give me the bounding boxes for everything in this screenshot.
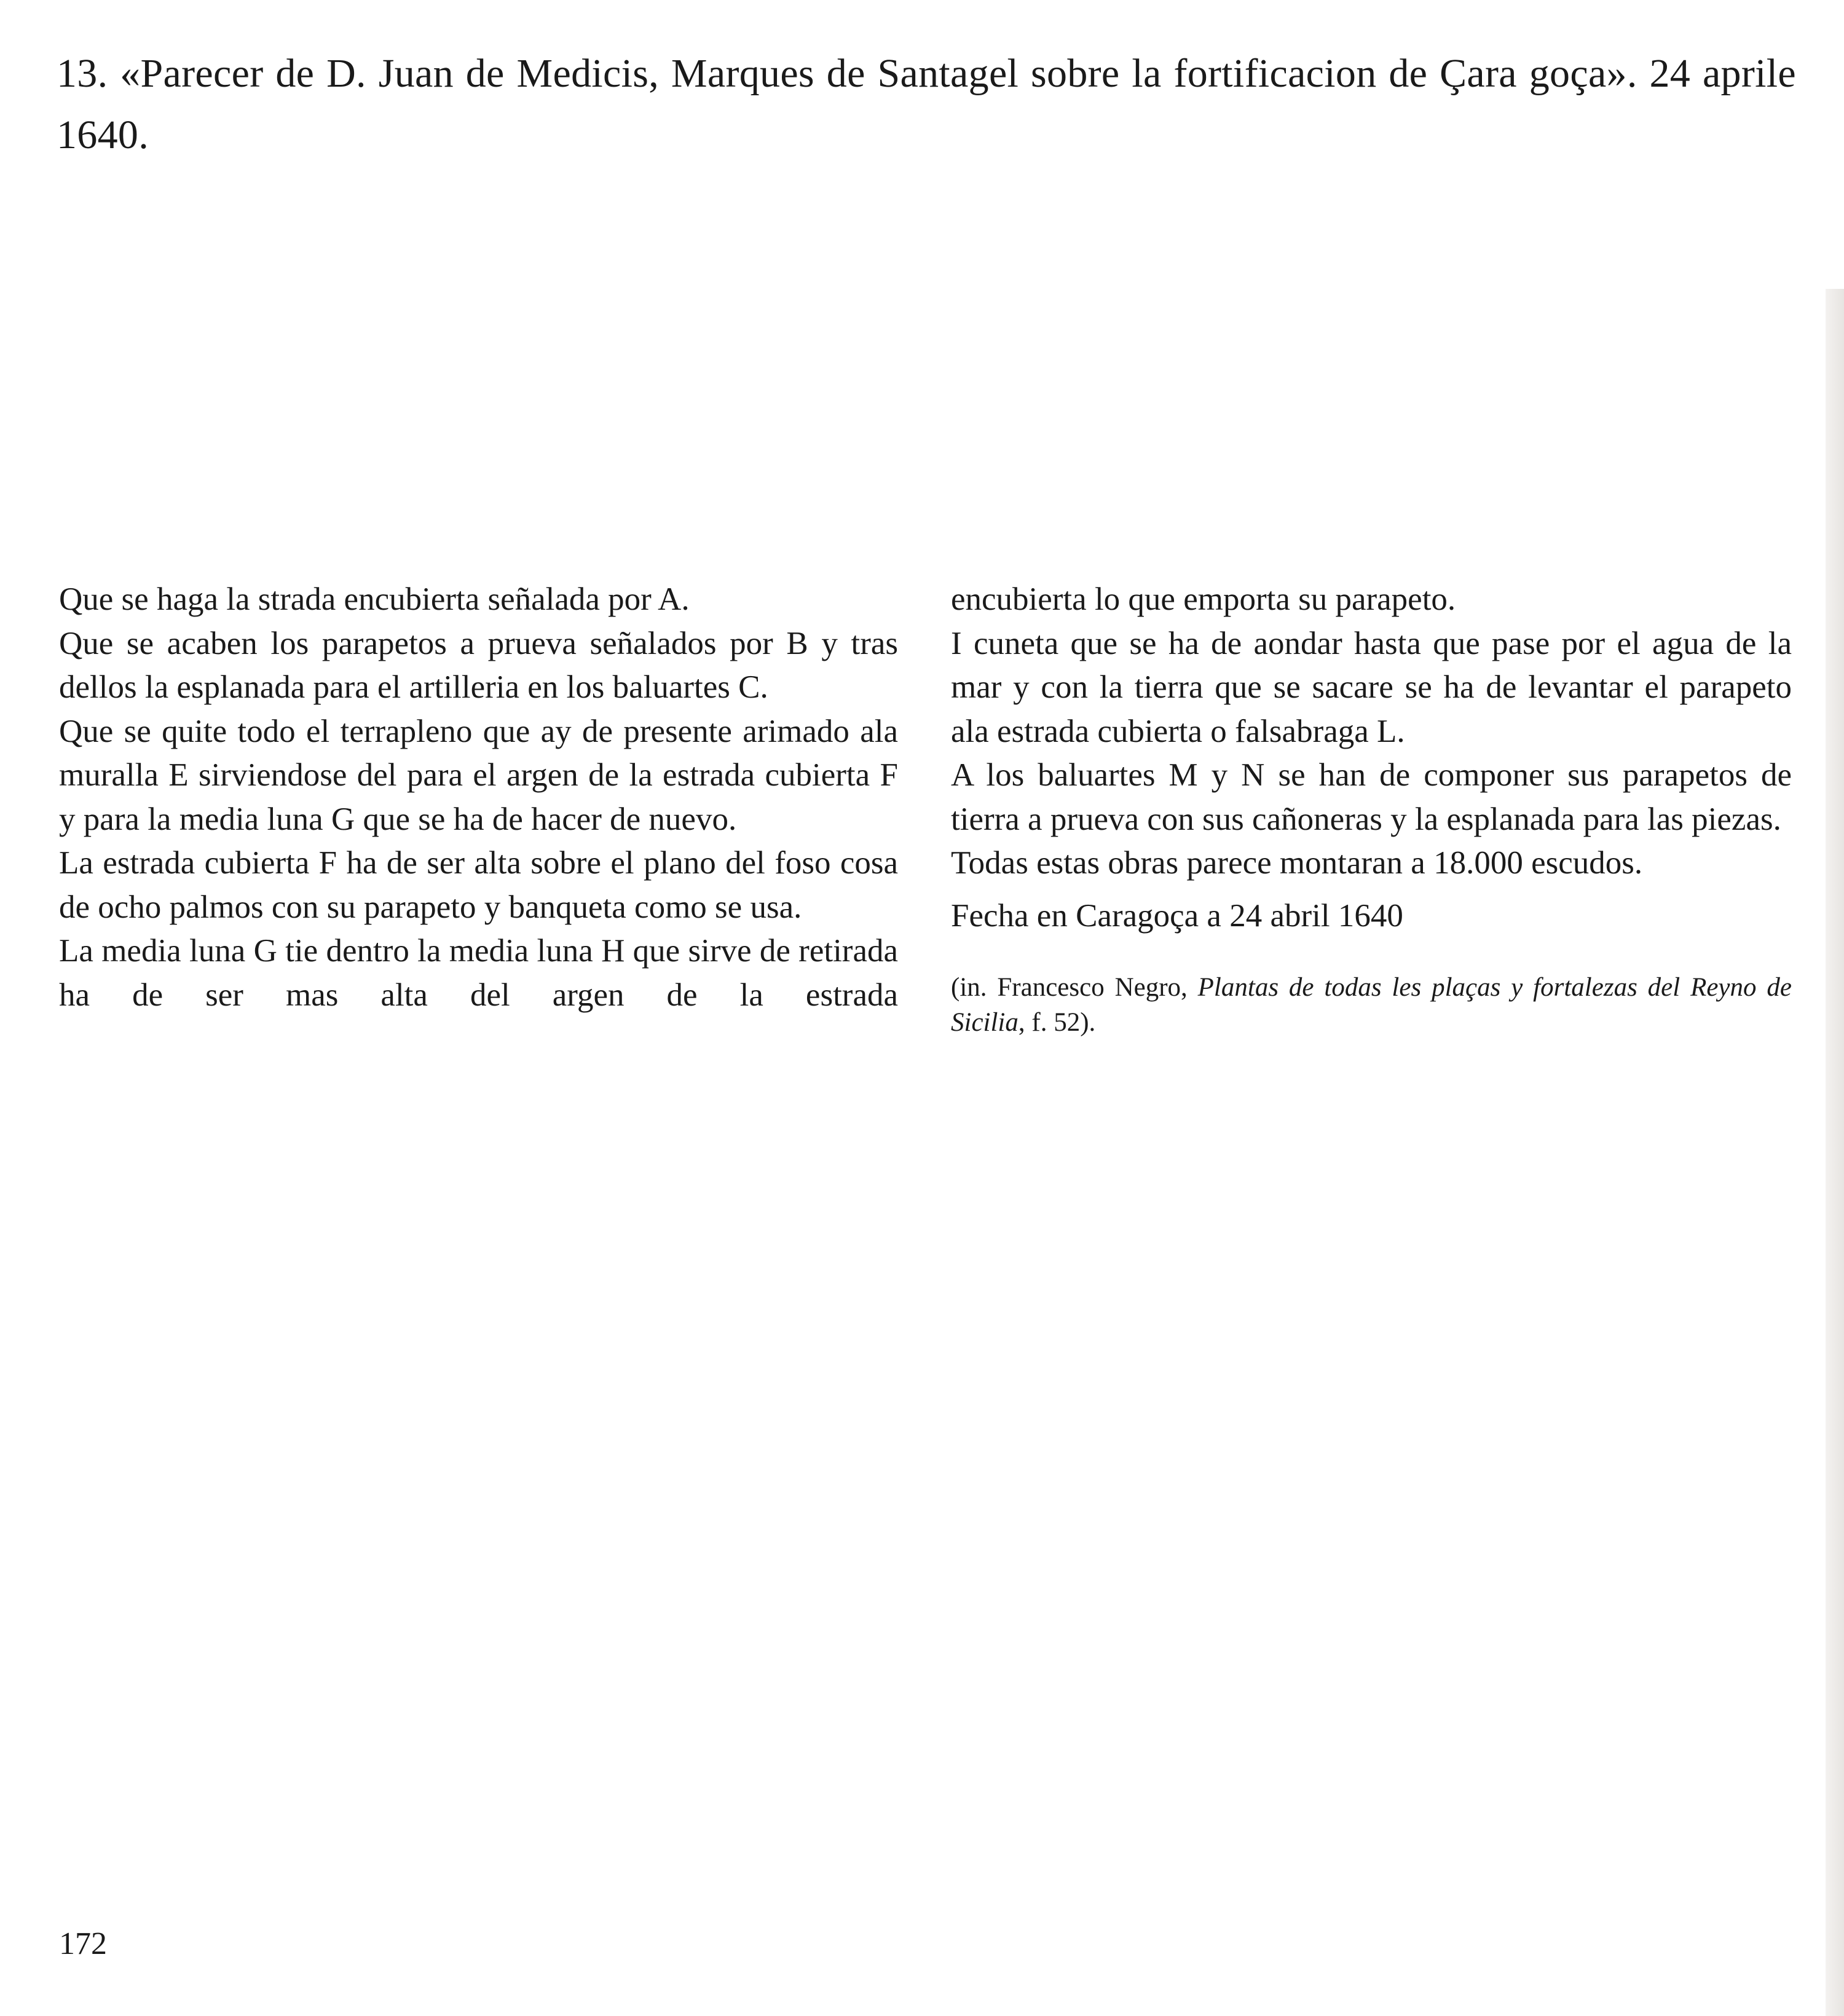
page-number: 172 [59, 1926, 107, 1961]
page-edge-shadow [1826, 289, 1844, 2016]
citation-work-title: Plantas de todas les plaças y fortalezas del Reyno de Sicilia [951, 973, 1792, 1037]
date-line: Fecha en Caragoça a 24 abril 1640 [951, 897, 1403, 934]
paragraph: Que se haga la strada encubierta señalada por A. [59, 581, 690, 617]
paragraph: encubierta lo que emporta su parapeto. [951, 581, 1456, 617]
paragraph: La estrada cubierta F ha de ser alta sobre el plano del foso cosa de ocho palmos con su parapeto y banqueta como se usa. [59, 845, 898, 925]
citation-prefix: (in. Francesco Negro, [951, 973, 1198, 1002]
paragraph: I cuneta que se ha de aondar hasta que pase por el agua de la mar y con la tierra que se sacare se ha de levantar el parapeto ala estrada cubierta o falsabraga L. [951, 625, 1792, 749]
paragraph: La media luna G tie dentro la media luna H que sirve de retirada ha de ser mas alta del argen de la estrada [59, 933, 898, 1013]
left-column [59, 578, 898, 1017]
document-title: 13. «Parecer de D. Juan de Medicis, Marques de Santagel sobre la fortificacion de Çara goça». 24 aprile 1640. [57, 51, 1796, 157]
paragraph: Todas estas obras parece montaran a 18.000 escudos. [951, 845, 1643, 881]
paragraph: Que se acaben los parapetos a prueva señalados por B y tras dellos la esplanada para el artilleria en los baluartes C. [59, 625, 898, 705]
right-column [951, 578, 1792, 1040]
paragraph: A los baluartes M y N se han de componer sus parapetos de tierra a prueva con sus cañoneras y la esplanada para las piezas. [951, 757, 1792, 837]
citation [951, 970, 1792, 1040]
citation-suffix: , f. 52). [1018, 1008, 1096, 1037]
paragraph: Que se quite todo el terrapleno que ay de presente arimado ala muralla E sirviendose del para el argen de la estrada cubierta F y para la media luna G que se ha de hacer de nuevo. [59, 713, 898, 837]
